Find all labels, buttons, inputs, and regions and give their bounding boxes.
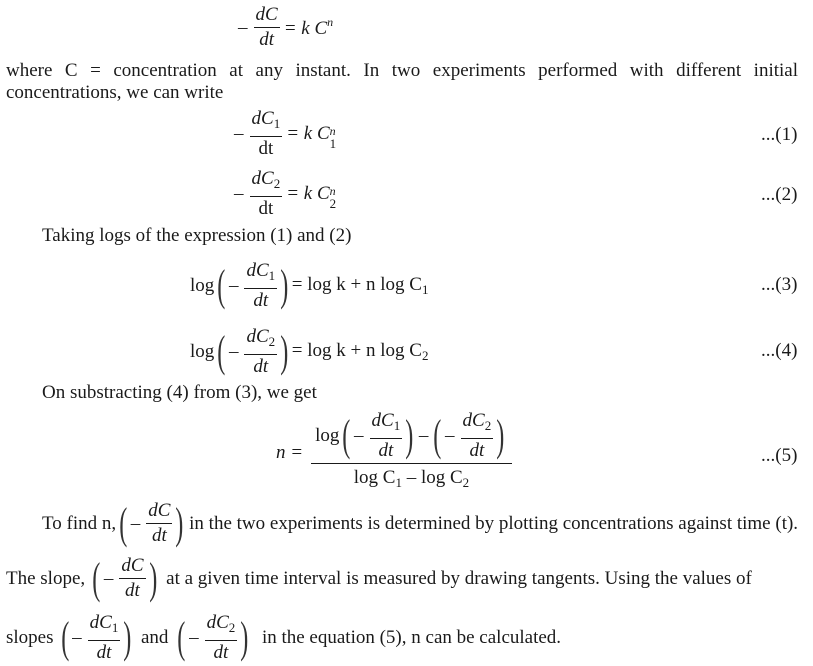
subscript: 2 bbox=[329, 196, 337, 211]
rhs bbox=[286, 183, 339, 211]
numerator bbox=[250, 168, 283, 195]
main-denominator bbox=[311, 465, 512, 496]
denominator-part: – log C bbox=[401, 467, 463, 488]
subscript: 1 bbox=[421, 282, 429, 297]
log-label: log bbox=[190, 341, 215, 362]
right-paren: ) bbox=[148, 553, 157, 603]
text-post: in the equation (5), n can be calculated. bbox=[261, 627, 562, 648]
minus-sign: – bbox=[238, 16, 248, 38]
paragraph-line: where C = concentration at any instant. In two experiments performed with different initial bbox=[6, 60, 798, 81]
right-paren: ) bbox=[240, 613, 249, 662]
subscript: 2 bbox=[268, 334, 276, 349]
numerator: dC bbox=[255, 4, 278, 25]
fraction-dc-dt bbox=[146, 500, 172, 547]
numerator bbox=[205, 612, 238, 639]
text-and: and bbox=[141, 627, 169, 648]
denominator: dt bbox=[152, 525, 167, 546]
denominator: dt bbox=[213, 642, 229, 663]
subscript: 1 bbox=[111, 620, 119, 635]
left-paren: ( bbox=[217, 327, 226, 376]
text-pre: The slope, bbox=[6, 567, 86, 589]
text-pre: slopes bbox=[6, 627, 54, 648]
fraction-dc1-dt bbox=[370, 410, 403, 462]
fraction-dc2-dt bbox=[461, 410, 494, 462]
lhs: n = bbox=[276, 442, 304, 463]
subscript: 1 bbox=[393, 418, 401, 433]
rhs bbox=[292, 340, 429, 364]
fraction-dc-dt bbox=[254, 4, 280, 51]
numerator-text: dC bbox=[251, 108, 274, 129]
paragraph-slopes bbox=[6, 612, 561, 664]
numerator bbox=[370, 410, 403, 437]
exponent: n bbox=[327, 15, 334, 29]
fraction-bar bbox=[250, 136, 283, 137]
equation-tag-5: ...(5) bbox=[761, 445, 798, 466]
numerator: dC bbox=[121, 555, 144, 576]
minus-sign: – bbox=[228, 341, 239, 362]
paragraph-slope bbox=[6, 555, 752, 602]
numerator-text: dC bbox=[462, 410, 485, 431]
minus-sign: – bbox=[445, 425, 455, 446]
numerator bbox=[461, 410, 494, 437]
numerator-text: dC bbox=[371, 410, 394, 431]
rhs-text: = k C bbox=[286, 183, 330, 204]
fraction-bar bbox=[88, 640, 121, 641]
minus-sign: – bbox=[189, 627, 199, 648]
numerator bbox=[244, 326, 277, 353]
right-paren: ) bbox=[280, 261, 289, 310]
numerator bbox=[250, 108, 283, 135]
rhs-text: = log k + n log C bbox=[291, 274, 422, 295]
equation-tag-4: ...(4) bbox=[761, 340, 798, 361]
denominator: dt bbox=[258, 138, 274, 159]
exponent: n bbox=[329, 124, 336, 138]
numerator-text: dC bbox=[206, 612, 229, 633]
fraction-bar bbox=[205, 640, 238, 641]
subscript: 2 bbox=[462, 475, 470, 490]
main-numerator bbox=[311, 410, 512, 462]
right-paren: ) bbox=[123, 613, 132, 662]
rhs-text: = log k + n log C bbox=[291, 340, 422, 361]
equation-4 bbox=[190, 326, 428, 378]
numerator-text: dC bbox=[251, 168, 274, 189]
subscript: 2 bbox=[421, 348, 429, 363]
numerator-text: dC bbox=[89, 612, 112, 633]
fraction-bar bbox=[461, 438, 494, 439]
left-paren: ( bbox=[119, 498, 128, 548]
rhs-text: = k C bbox=[283, 18, 328, 39]
paragraph-line: concentrations, we can write bbox=[6, 82, 224, 103]
denominator: dt bbox=[258, 198, 274, 219]
subscript: 2 bbox=[273, 176, 281, 191]
right-paren: ) bbox=[175, 498, 184, 548]
fraction-bar bbox=[244, 354, 277, 355]
equation-3 bbox=[190, 260, 428, 312]
numerator-text: dC bbox=[246, 326, 269, 347]
subscript: 1 bbox=[395, 475, 402, 490]
left-paren: ( bbox=[92, 553, 101, 603]
right-paren: ) bbox=[280, 327, 289, 376]
fraction-bar bbox=[146, 523, 172, 524]
equation-rate-law bbox=[238, 4, 333, 51]
numerator: dC bbox=[148, 500, 171, 521]
main-fraction-bar bbox=[311, 463, 512, 464]
right-paren: ) bbox=[496, 411, 505, 460]
left-paren: ( bbox=[177, 613, 186, 662]
paragraph-subtracting: On substracting (4) from (3), we get bbox=[42, 382, 317, 403]
minus-sign: – bbox=[72, 627, 82, 648]
equation-5 bbox=[276, 410, 512, 496]
fraction-dc2-dt bbox=[250, 168, 283, 220]
subscript: 2 bbox=[228, 620, 236, 635]
minus-sign: – bbox=[234, 183, 244, 204]
fraction-dc2-dt bbox=[205, 612, 238, 664]
equation-tag-3: ...(3) bbox=[761, 274, 798, 295]
log-label: log bbox=[315, 425, 340, 446]
text-pre: To find n, bbox=[42, 512, 117, 534]
fraction-bar bbox=[244, 288, 277, 289]
fraction-bar bbox=[254, 27, 280, 28]
main-fraction bbox=[311, 410, 512, 496]
fraction-dc1-dt bbox=[244, 260, 277, 312]
fraction-bar bbox=[119, 578, 145, 579]
denominator: dt bbox=[253, 356, 269, 377]
rhs bbox=[292, 274, 429, 298]
fraction-dc2-dt bbox=[244, 326, 277, 378]
paragraph-taking-logs: Taking logs of the expression (1) and (2) bbox=[42, 225, 352, 246]
equation-2 bbox=[234, 168, 340, 220]
paragraph-intro bbox=[6, 60, 798, 104]
denominator: dt bbox=[469, 440, 485, 461]
denominator: dt bbox=[259, 29, 274, 50]
left-paren: ( bbox=[433, 411, 442, 460]
log-label: log bbox=[190, 275, 215, 296]
numerator bbox=[244, 260, 277, 287]
text-post: in the two experiments is determined by plotting concentrations against time (t). bbox=[189, 512, 799, 534]
fraction-dc-dt bbox=[119, 555, 145, 602]
left-paren: ( bbox=[217, 261, 226, 310]
minus-between: – bbox=[418, 425, 429, 446]
fraction-bar bbox=[250, 196, 283, 197]
equation-tag-1: ...(1) bbox=[761, 124, 798, 145]
rhs bbox=[284, 15, 333, 40]
left-paren: ( bbox=[342, 411, 351, 460]
equation-tag-2: ...(2) bbox=[761, 184, 798, 205]
right-paren: ) bbox=[405, 411, 414, 460]
subscript: 1 bbox=[268, 268, 276, 283]
left-paren: ( bbox=[60, 613, 69, 662]
exponent: n bbox=[329, 184, 336, 198]
minus-sign: – bbox=[234, 123, 244, 144]
rhs bbox=[286, 123, 339, 151]
equation-1 bbox=[234, 108, 340, 160]
subscript: 1 bbox=[273, 116, 281, 131]
numerator bbox=[88, 612, 121, 639]
subscript: 2 bbox=[484, 418, 492, 433]
denominator: dt bbox=[96, 642, 112, 663]
denominator: dt bbox=[253, 290, 269, 311]
minus-sign: – bbox=[103, 567, 114, 589]
fraction-dc1-dt bbox=[88, 612, 121, 664]
minus-sign: – bbox=[354, 425, 364, 446]
rhs-text: = k C bbox=[286, 123, 330, 144]
paragraph-to-find-n bbox=[42, 500, 798, 547]
fraction-dc1-dt bbox=[250, 108, 283, 160]
denominator: dt bbox=[125, 580, 140, 601]
text-post: at a given time interval is measured by drawing tangents. Using the values of bbox=[166, 567, 752, 589]
minus-sign: – bbox=[228, 275, 239, 296]
subscript: 1 bbox=[329, 136, 337, 151]
denominator-part: log C bbox=[353, 467, 396, 488]
denominator: dt bbox=[378, 440, 394, 461]
minus-sign: – bbox=[130, 512, 141, 534]
numerator-text: dC bbox=[246, 260, 269, 281]
fraction-bar bbox=[370, 438, 403, 439]
